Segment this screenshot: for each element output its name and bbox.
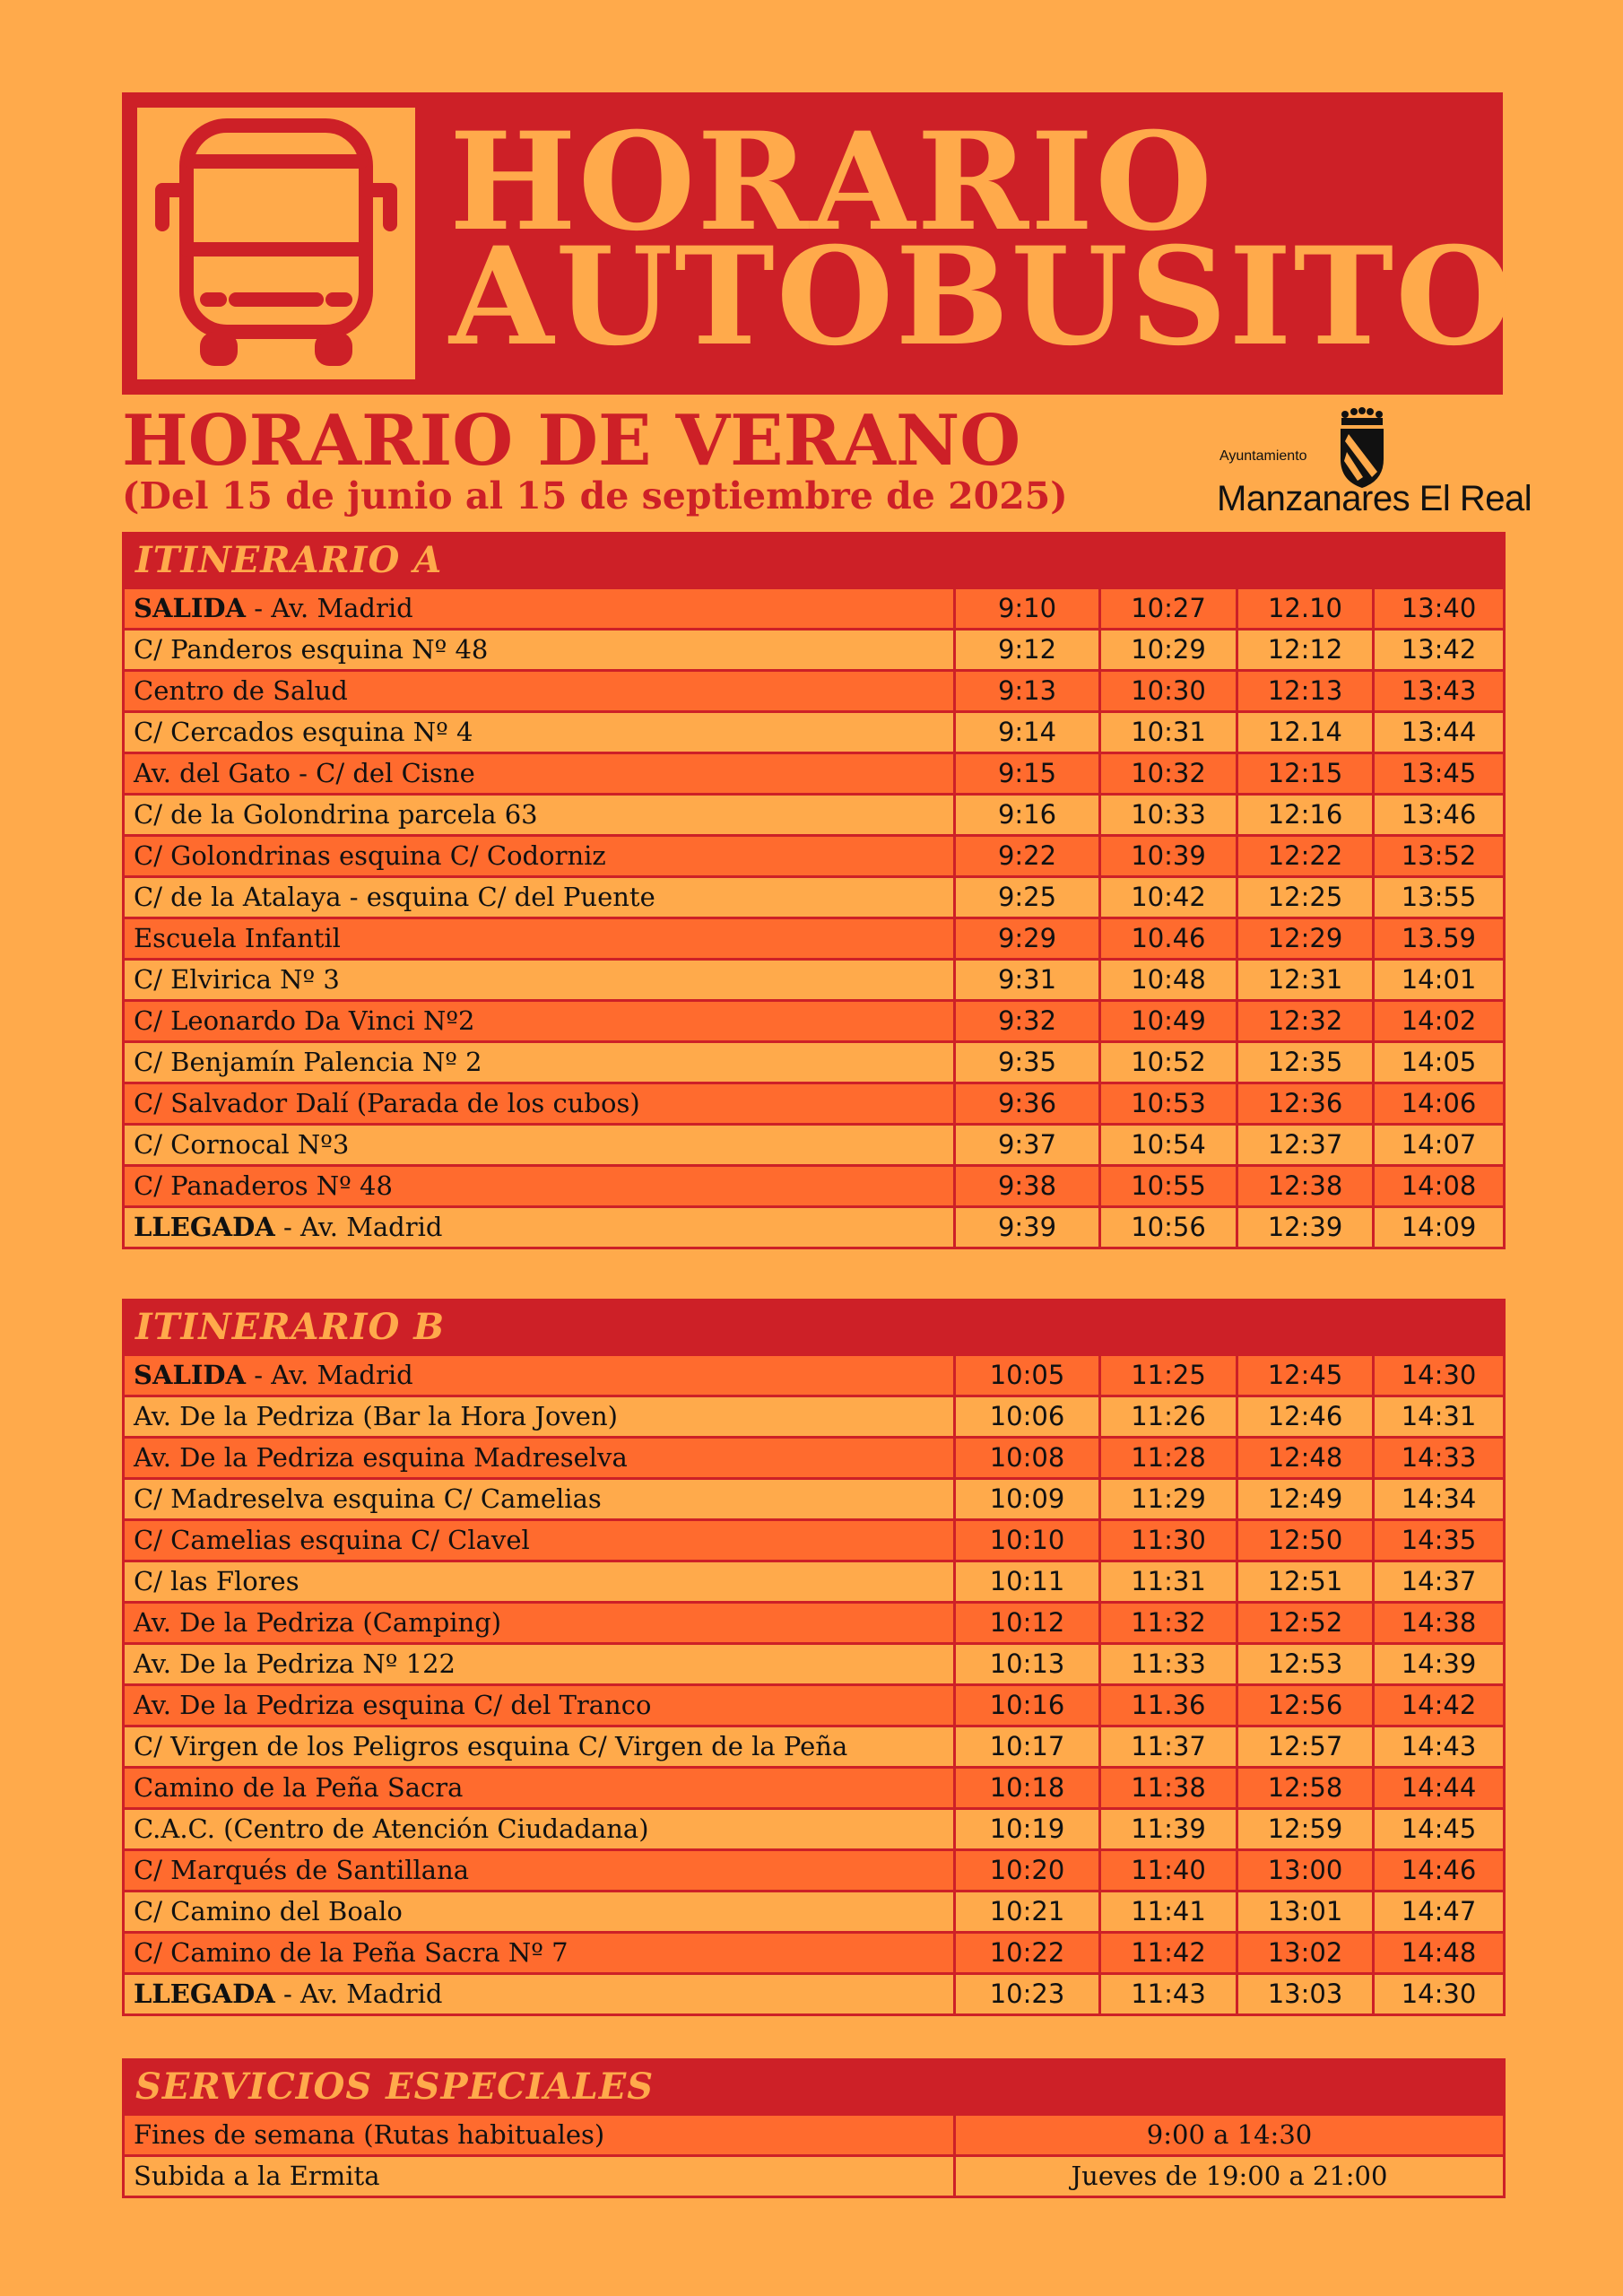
- departure-time: 10:16: [955, 1685, 1100, 1726]
- departure-time: 12:39: [1237, 1207, 1374, 1248]
- departure-time: 11:31: [1100, 1561, 1237, 1603]
- stop-keyword: SALIDA: [134, 593, 247, 623]
- departure-time: 9:10: [955, 588, 1100, 630]
- table-row: [124, 1685, 1505, 1726]
- table-row: [124, 1850, 1505, 1892]
- stop-name: [124, 1438, 955, 1479]
- departure-time: 11:28: [1100, 1438, 1237, 1479]
- stop-text: C/ de la Atalaya - esquina C/ del Puente: [134, 882, 655, 912]
- stop-name: [124, 836, 955, 877]
- table-row: [124, 1438, 1505, 1479]
- stop-name: [124, 1083, 955, 1125]
- departure-time: 12:16: [1237, 795, 1374, 836]
- stop-text: Escuela Infantil: [134, 923, 341, 953]
- departure-time: 9:13: [955, 671, 1100, 712]
- table-row: [124, 1396, 1505, 1438]
- departure-time: 10:53: [1100, 1083, 1237, 1125]
- itinerario-a-table: [122, 532, 1506, 1249]
- departure-time: 11:26: [1100, 1396, 1237, 1438]
- departure-time: 14:35: [1374, 1520, 1505, 1561]
- departure-time: 12:46: [1237, 1396, 1374, 1438]
- table-row: [124, 1892, 1505, 1933]
- table-row: [124, 877, 1505, 918]
- departure-time: 11:30: [1100, 1520, 1237, 1561]
- departure-time: 12:45: [1237, 1355, 1374, 1396]
- departure-time: 10:23: [955, 1974, 1100, 2015]
- stop-text: Av. De la Pedriza esquina Madreselva: [134, 1442, 628, 1473]
- departure-time: 11:41: [1100, 1892, 1237, 1933]
- departure-time: 10:11: [955, 1561, 1100, 1603]
- departure-time: 14:07: [1374, 1125, 1505, 1166]
- stop-name: [124, 1603, 955, 1644]
- departure-time: 13:55: [1374, 877, 1505, 918]
- departure-time: 10:08: [955, 1438, 1100, 1479]
- stop-text: C/ Madreselva esquina C/ Camelias: [134, 1483, 602, 1514]
- departure-time: 13:00: [1237, 1850, 1374, 1892]
- servicios-title: SERVICIOS ESPECIALES: [124, 2060, 1505, 2115]
- stop-name: [124, 1396, 955, 1438]
- departure-time: 11:40: [1100, 1850, 1237, 1892]
- departure-time: 10:18: [955, 1768, 1100, 1809]
- departure-time: 10.46: [1100, 918, 1237, 960]
- stop-name: [124, 795, 955, 836]
- departure-time: 9:37: [955, 1125, 1100, 1166]
- main-title: [449, 103, 1515, 376]
- stop-name: [124, 1892, 955, 1933]
- title-line-2: AUTOBUSITO: [449, 218, 1515, 376]
- departure-time: 12:36: [1237, 1083, 1374, 1125]
- stop-text: C/ Benjamín Palencia Nº 2: [134, 1047, 482, 1077]
- departure-time: 14:01: [1374, 960, 1505, 1001]
- stop-keyword: LLEGADA: [134, 1212, 275, 1242]
- stop-text: C/ Panaderos Nº 48: [134, 1170, 393, 1201]
- table-row: [124, 1644, 1505, 1685]
- departure-time: 9:35: [955, 1042, 1100, 1083]
- departure-time: 10:42: [1100, 877, 1237, 918]
- title-line-1: HORARIO: [449, 103, 1214, 261]
- departure-time: 13:52: [1374, 836, 1505, 877]
- stop-name: [124, 630, 955, 671]
- stop-name: [124, 1850, 955, 1892]
- stop-keyword: LLEGADA: [134, 1979, 275, 2009]
- stop-name: [124, 1520, 955, 1561]
- stop-name: [124, 1685, 955, 1726]
- departure-time: 11:37: [1100, 1726, 1237, 1768]
- stop-text: Av. De la Pedriza Nº 122: [134, 1648, 456, 1679]
- table-row: [124, 795, 1505, 836]
- stop-name: [124, 1809, 955, 1850]
- stop-text: C/ Camino de la Peña Sacra Nº 7: [134, 1937, 568, 1968]
- departure-time: 10:22: [955, 1933, 1100, 1974]
- table-row: [124, 1479, 1505, 1520]
- table-row: [124, 1520, 1505, 1561]
- departure-time: 9:12: [955, 630, 1100, 671]
- departure-time: 10:54: [1100, 1125, 1237, 1166]
- departure-time: 9:14: [955, 712, 1100, 753]
- departure-time: 14:09: [1374, 1207, 1505, 1248]
- stop-name: [124, 1042, 955, 1083]
- table-row: [124, 753, 1505, 795]
- service-hours: 9:00 a 14:30: [955, 2115, 1505, 2156]
- stop-text: - Av. Madrid: [246, 1360, 413, 1390]
- departure-time: 10:33: [1100, 795, 1237, 836]
- departure-time: 10:20: [955, 1850, 1100, 1892]
- departure-time: 14:30: [1374, 1974, 1505, 2015]
- departure-time: 14:48: [1374, 1933, 1505, 1974]
- stop-name: [124, 1933, 955, 1974]
- stop-name: [124, 1644, 955, 1685]
- town-logo: [1211, 404, 1532, 520]
- table-row: [124, 1001, 1505, 1042]
- departure-time: 12.10: [1237, 588, 1374, 630]
- table-row: [124, 630, 1505, 671]
- departure-time: 11:33: [1100, 1644, 1237, 1685]
- table-row: [124, 1726, 1505, 1768]
- stop-name: [124, 753, 955, 795]
- stop-name: [124, 960, 955, 1001]
- itinerario-b-header: [124, 1300, 1505, 1355]
- departure-time: 14:34: [1374, 1479, 1505, 1520]
- stop-name: [124, 1479, 955, 1520]
- stop-name: [124, 1207, 955, 1248]
- departure-time: 14:31: [1374, 1396, 1505, 1438]
- stop-text: C/ de la Golondrina parcela 63: [134, 799, 538, 830]
- departure-time: 12:29: [1237, 918, 1374, 960]
- servicios-header: [124, 2060, 1505, 2115]
- stop-text: C/ Cercados esquina Nº 4: [134, 717, 473, 747]
- stop-text: C/ Salvador Dalí (Parada de los cubos): [134, 1088, 640, 1118]
- stop-name: [124, 1768, 955, 1809]
- servicios-especiales-table: [122, 2058, 1506, 2198]
- season-heading: HORARIO DE VERANO: [122, 400, 1021, 482]
- departure-time: 14:38: [1374, 1603, 1505, 1644]
- table-row: [124, 1042, 1505, 1083]
- service-label: Subida a la Ermita: [124, 2156, 955, 2197]
- departure-time: 14:46: [1374, 1850, 1505, 1892]
- departure-time: 10:05: [955, 1355, 1100, 1396]
- departure-time: 9:39: [955, 1207, 1100, 1248]
- departure-time: 12:25: [1237, 877, 1374, 918]
- table-row: [124, 1166, 1505, 1207]
- departure-time: 10:30: [1100, 671, 1237, 712]
- stop-name: [124, 1355, 955, 1396]
- table-row: [124, 1207, 1505, 1248]
- departure-time: 10:10: [955, 1520, 1100, 1561]
- departure-time: 13:42: [1374, 630, 1505, 671]
- table-row: [124, 1603, 1505, 1644]
- departure-time: 9:25: [955, 877, 1100, 918]
- table-row: [124, 1355, 1505, 1396]
- itinerario-a-header: [124, 534, 1505, 588]
- departure-time: 12:38: [1237, 1166, 1374, 1207]
- departure-time: 10:19: [955, 1809, 1100, 1850]
- itinerario-a-title: ITINERARIO A: [124, 534, 1505, 588]
- itinerario-b-title: ITINERARIO B: [124, 1300, 1505, 1355]
- departure-time: 10:17: [955, 1726, 1100, 1768]
- departure-time: 12:59: [1237, 1809, 1374, 1850]
- stop-name: [124, 1001, 955, 1042]
- departure-time: 13:03: [1237, 1974, 1374, 2015]
- table-row: [124, 1809, 1505, 1850]
- departure-time: 10:55: [1100, 1166, 1237, 1207]
- table-row: [124, 918, 1505, 960]
- departure-time: 9:29: [955, 918, 1100, 960]
- departure-time: 13:43: [1374, 671, 1505, 712]
- table-row: [124, 588, 1505, 630]
- stop-text: Centro de Salud: [134, 675, 348, 706]
- stop-text: Camino de la Peña Sacra: [134, 1772, 464, 1803]
- departure-time: 13.59: [1374, 918, 1505, 960]
- departure-time: 9:22: [955, 836, 1100, 877]
- departure-time: 10:49: [1100, 1001, 1237, 1042]
- departure-time: 12:56: [1237, 1685, 1374, 1726]
- table-row: [124, 712, 1505, 753]
- departure-time: 12:51: [1237, 1561, 1374, 1603]
- departure-time: 12:22: [1237, 836, 1374, 877]
- departure-time: 11:38: [1100, 1768, 1237, 1809]
- departure-time: 12:50: [1237, 1520, 1374, 1561]
- stop-name: [124, 671, 955, 712]
- stop-text: C/ Camino del Boalo: [134, 1896, 403, 1926]
- stop-name: [124, 588, 955, 630]
- departure-time: 9:31: [955, 960, 1100, 1001]
- departure-time: 12:53: [1237, 1644, 1374, 1685]
- departure-time: 12:32: [1237, 1001, 1374, 1042]
- departure-time: 12:57: [1237, 1726, 1374, 1768]
- departure-time: 14:45: [1374, 1809, 1505, 1850]
- departure-time: 14:02: [1374, 1001, 1505, 1042]
- departure-time: 13:44: [1374, 712, 1505, 753]
- stop-name: [124, 918, 955, 960]
- stop-text: Av. del Gato - C/ del Cisne: [134, 758, 475, 788]
- departure-time: 10:56: [1100, 1207, 1237, 1248]
- departure-time: 13:01: [1237, 1892, 1374, 1933]
- table-row: [124, 2156, 1505, 2197]
- stop-text: C/ Elvirica Nº 3: [134, 964, 340, 995]
- logo-ayuntamiento-text: Ayuntamiento: [1219, 448, 1307, 464]
- departure-time: 9:15: [955, 753, 1100, 795]
- service-label: Fines de semana (Rutas habituales): [124, 2115, 955, 2156]
- departure-time: 11:32: [1100, 1603, 1237, 1644]
- departure-time: 10:31: [1100, 712, 1237, 753]
- departure-time: 14:05: [1374, 1042, 1505, 1083]
- departure-time: 11.36: [1100, 1685, 1237, 1726]
- itinerario-b-table: [122, 1299, 1506, 2016]
- table-row: [124, 2115, 1505, 2156]
- stop-name: [124, 1561, 955, 1603]
- table-row: [124, 836, 1505, 877]
- table-row: [124, 1083, 1505, 1125]
- stop-text: C/ Leonardo Da Vinci Nº2: [134, 1005, 475, 1036]
- departure-time: 13:45: [1374, 753, 1505, 795]
- departure-time: 9:38: [955, 1166, 1100, 1207]
- departure-time: 14:06: [1374, 1083, 1505, 1125]
- stop-text: C/ Cornocal Nº3: [134, 1129, 350, 1160]
- departure-time: 9:16: [955, 795, 1100, 836]
- departure-time: 14:37: [1374, 1561, 1505, 1603]
- stop-name: [124, 1974, 955, 2015]
- departure-time: 14:43: [1374, 1726, 1505, 1768]
- table-row: [124, 1974, 1505, 2015]
- service-hours: Jueves de 19:00 a 21:00: [955, 2156, 1505, 2197]
- departure-time: 14:39: [1374, 1644, 1505, 1685]
- departure-time: 13:02: [1237, 1933, 1374, 1974]
- season-dates: (Del 15 de junio al 15 de septiembre de 2025): [122, 474, 1068, 517]
- departure-time: 12:52: [1237, 1603, 1374, 1644]
- departure-time: 12:35: [1237, 1042, 1374, 1083]
- departure-time: 12:49: [1237, 1479, 1374, 1520]
- stop-name: [124, 877, 955, 918]
- departure-time: 11:42: [1100, 1933, 1237, 1974]
- departure-time: 14:33: [1374, 1438, 1505, 1479]
- table-row: [124, 671, 1505, 712]
- departure-time: 12:37: [1237, 1125, 1374, 1166]
- departure-time: 11:43: [1100, 1974, 1237, 2015]
- departure-time: 12:48: [1237, 1438, 1374, 1479]
- table-row: [124, 1125, 1505, 1166]
- departure-time: 12:12: [1237, 630, 1374, 671]
- title-banner: [122, 92, 1515, 395]
- departure-time: 14:08: [1374, 1166, 1505, 1207]
- departure-time: 11:39: [1100, 1809, 1237, 1850]
- departure-time: 13:40: [1374, 588, 1505, 630]
- stop-text: Av. De la Pedriza esquina C/ del Tranco: [134, 1690, 652, 1720]
- departure-time: 11:29: [1100, 1479, 1237, 1520]
- stop-text: C/ Camelias esquina C/ Clavel: [134, 1525, 530, 1555]
- table-row: [124, 960, 1505, 1001]
- stop-text: C/ las Flores: [134, 1566, 299, 1596]
- departure-time: 14:47: [1374, 1892, 1505, 1933]
- departure-time: 12:31: [1237, 960, 1374, 1001]
- departure-time: 10:52: [1100, 1042, 1237, 1083]
- stop-text: - Av. Madrid: [274, 1979, 443, 2009]
- departure-time: 12:15: [1237, 753, 1374, 795]
- departure-time: 14:42: [1374, 1685, 1505, 1726]
- stop-text: Av. De la Pedriza (Bar la Hora Joven): [134, 1401, 618, 1431]
- stop-text: C/ Virgen de los Peligros esquina C/ Virgen de la Peña: [134, 1731, 848, 1761]
- coat-of-arms-icon: [1336, 407, 1388, 490]
- departure-time: 10:13: [955, 1644, 1100, 1685]
- stop-text: C/ Marqués de Santillana: [134, 1855, 470, 1885]
- table-row: [124, 1768, 1505, 1809]
- table-row: [124, 1561, 1505, 1603]
- departure-time: 10:06: [955, 1396, 1100, 1438]
- bus-icon-box: [137, 108, 415, 379]
- stop-text: C/ Golondrinas esquina C/ Codorniz: [134, 840, 606, 871]
- departure-time: 12:58: [1237, 1768, 1374, 1809]
- stop-text: - Av. Madrid: [246, 593, 413, 623]
- stop-text: C.A.C. (Centro de Atención Ciudadana): [134, 1813, 649, 1844]
- departure-time: 10:29: [1100, 630, 1237, 671]
- stop-name: [124, 1726, 955, 1768]
- stop-text: - Av. Madrid: [274, 1212, 443, 1242]
- departure-time: 10:39: [1100, 836, 1237, 877]
- departure-time: 13:46: [1374, 795, 1505, 836]
- departure-time: 10:27: [1100, 588, 1237, 630]
- table-row: [124, 1933, 1505, 1974]
- stop-name: [124, 1166, 955, 1207]
- stop-text: Av. De la Pedriza (Camping): [134, 1607, 502, 1638]
- stop-name: [124, 1125, 955, 1166]
- bus-icon: [137, 108, 415, 379]
- stop-keyword: SALIDA: [134, 1360, 247, 1390]
- departure-time: 12.14: [1237, 712, 1374, 753]
- departure-time: 10:12: [955, 1603, 1100, 1644]
- departure-time: 10:09: [955, 1479, 1100, 1520]
- stop-text: C/ Panderos esquina Nº 48: [134, 634, 489, 665]
- departure-time: 14:44: [1374, 1768, 1505, 1809]
- departure-time: 14:30: [1374, 1355, 1505, 1396]
- departure-time: 9:32: [955, 1001, 1100, 1042]
- stop-name: [124, 712, 955, 753]
- departure-time: 10:21: [955, 1892, 1100, 1933]
- logo-town-name: Manzanares El Real: [1217, 479, 1532, 518]
- departure-time: 11:25: [1100, 1355, 1237, 1396]
- departure-time: 9:36: [955, 1083, 1100, 1125]
- departure-time: 10:48: [1100, 960, 1237, 1001]
- departure-time: 12:13: [1237, 671, 1374, 712]
- departure-time: 10:32: [1100, 753, 1237, 795]
